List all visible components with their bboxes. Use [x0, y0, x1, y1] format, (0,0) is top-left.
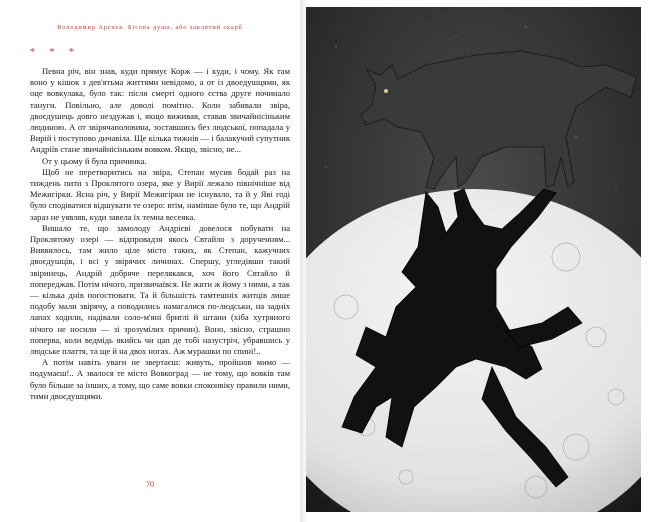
paragraph: Щоб не перетворитись на звіра, Степан мусив бодай раз на тиждень пити з Проклятого озера, яке у Вирії лежало північніше від Межигірки. Ясна річ, у Вирії Межигірки не існувало, та й у Яві годі було сподіватися відшукати те озеро: втім, наміпше було те, що Андрій зараз не уявляв, куди завела їх темна весеяка. [30, 166, 290, 222]
wolf-on-moon-illustration [306, 7, 641, 512]
wolf-eye [384, 89, 388, 93]
body-text [30, 66, 290, 402]
section-break: * * * [30, 47, 80, 58]
paragraph: А потім навіть уваги не звертаєш: живуть, пройшов мимо — подумаєш!.. А звалося те місто Вовкоград — не тому, що вовків там було більше за інших, а тому, що саме вовки споконвіку правили ними, тими двоєдушцями. [30, 357, 290, 401]
left-page [0, 0, 300, 522]
paragraph: Вишало те, що замолоду Андрієві довелося побувати на Проклятому озері — відпровадзя якось Свтайло з дорученням... Виявилось, там жило ціле місто таких, як Степан, кажучних двоєдушців, і всі у звірячих личинах. Спершу, угледівши такий звіринець, Андрій добряче перелякався, хоч його Свтайло й попереджав. Потім нічого, призвичаївся. Не жити ж йому з ними, а так — кілька днів погостювати. Та й більшість тамтешніх житців лише подобу мали звірячу, а поводились намагалися по-людськи, на задніх лапах ходили, надівали соло-м'яні бриглі й штани (хіба хутряного нічого не носили — зі зрозумілих причин). Воно, звісно, страшно поперва, коли ведмідь якийсь чи цап де тобі назустріч, убравшись у людське плаття, та ще й на двох ногах. Аж мурашки по спині!.. [30, 222, 290, 357]
running-head: Володимир Арєнєв. Бісова душа, або заклятий скарб [57, 24, 243, 31]
paragraph: От у цьому й була причинка. [42, 155, 147, 166]
page-number: 70 [146, 480, 154, 489]
paragraph: Певна річ, він знав, куди прямує Корж — і куди, і чому. Як там воно у кішок з дев'ятьма життями невідомо, а от із двоедушцями, як оце вовкулака, було так: після смерті одного єства друге починало тануги. Повільно, але доволі помітно. Коли забивали звіра, двоєдушець довго нездужав і, якщо виживав, ставав звичайнісіньким людиною. А от звірячаполовина, зоставшись без людської, попадала у Вирій і поступово дичавіла. Ще кілька тижнів — і балакучий супутник Андріїв стане звичайнісіньким вовком. Якщо, звісно, не... [30, 66, 290, 155]
